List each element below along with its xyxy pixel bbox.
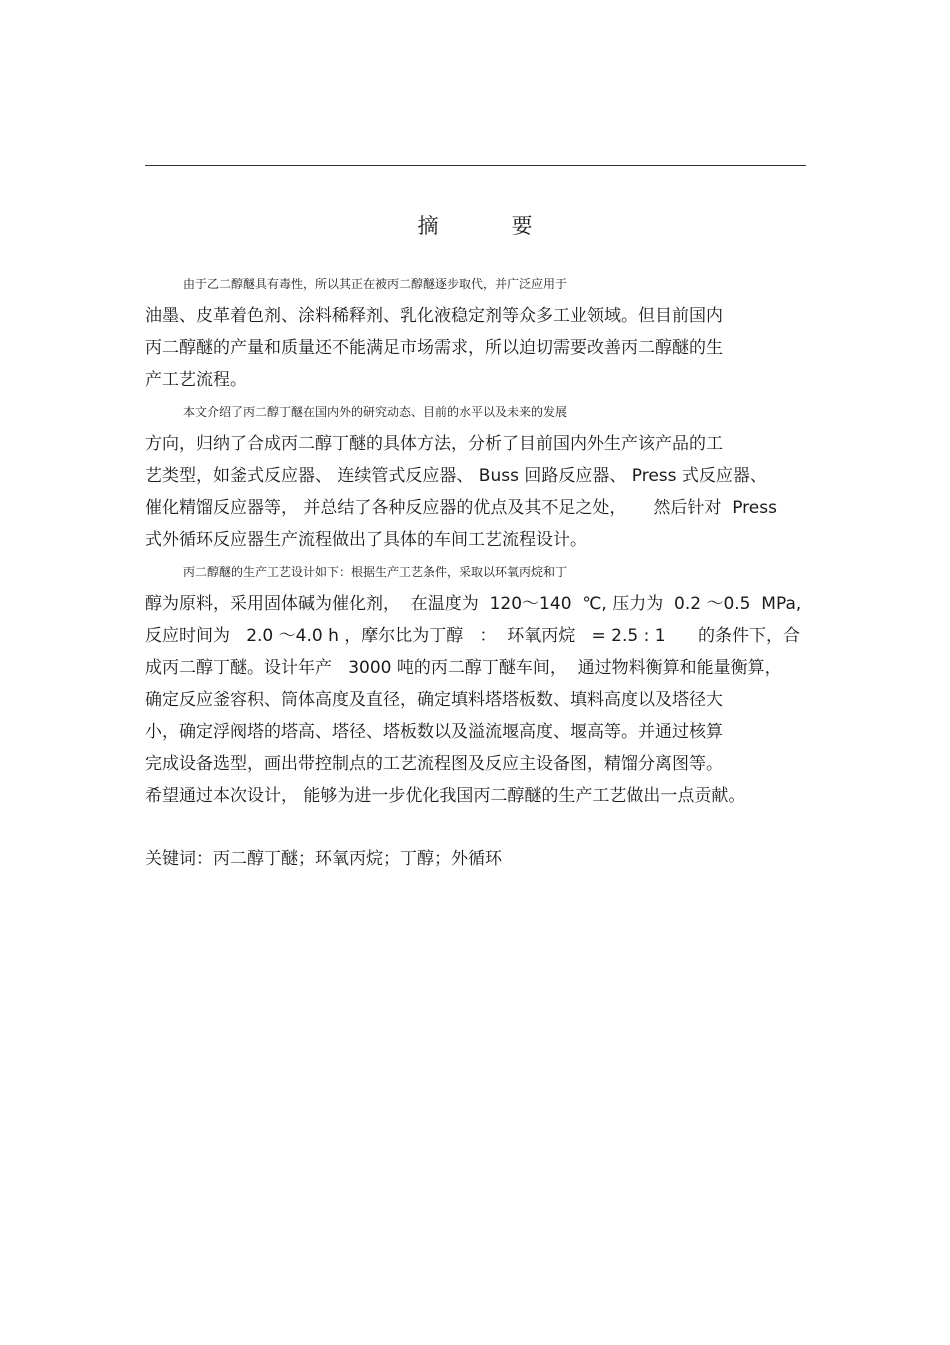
abstract-title: 摘 要 — [417, 214, 559, 238]
text-line: 产工艺流程。 — [145, 370, 247, 390]
text-line: 完成设备选型，画出带控制点的工艺流程图及反应主设备图，精馏分离图等。 — [145, 754, 723, 774]
text-line: 式外循环反应器生产流程做出了具体的车间工艺流程设计。 — [145, 530, 587, 550]
keywords-line: 关键词：丙二醇丁醚；环氧丙烷；丁醇；外循环 — [145, 849, 502, 869]
text-line: 反应时间为 2.0 ～4.0 h ，摩尔比为丁醇 ： 环氧丙烷 = 2.5 : 1 的条件下，合 — [145, 626, 800, 646]
text-line: 醇为原料，采用固体碱为催化剂， 在温度为 120～140 ℃, 压力为 0.2 ～0.5 MPa, — [145, 594, 802, 614]
header-rule — [145, 165, 806, 166]
text-line: 催化精馏反应器等， 并总结了各种反应器的优点及其不足之处， 然后针对 Press — [145, 498, 777, 518]
paragraph-1 — [145, 268, 807, 396]
text-line: 本文介绍了丙二醇丁醚在国内外的研究动态、目前的水平以及未来的发展 — [183, 405, 568, 419]
paragraph-3 — [145, 556, 807, 812]
paragraph-2 — [145, 396, 807, 556]
text-line: 丙二醇醚的生产工艺设计如下：根据生产工艺条件，采取以环氧丙烷和丁 — [183, 565, 568, 579]
text-line: 丙二醇醚的产量和质量还不能满足市场需求，所以迫切需要改善丙二醇醚的生 — [145, 338, 723, 358]
text-line: 油墨、皮革着色剂、涂料稀释剂、乳化液稳定剂等众多工业领域。但目前国内 — [145, 306, 723, 326]
text-line: 由于乙二醇醚具有毒性，所以其正在被丙二醇醚逐步取代，并广泛应用于 — [183, 277, 568, 291]
text-line: 艺类型，如釜式反应器、 连续管式反应器、 Buss 回路反应器、 Press 式反应器、 — [145, 466, 767, 486]
text-line: 希望通过本次设计， 能够为进一步优化我国丙二醇醚的生产工艺做出一点贡献。 — [145, 786, 746, 806]
abstract-body — [145, 268, 807, 812]
text-line: 成丙二醇丁醚。设计年产 3000 吨的丙二醇丁醚车间， 通过物料衡算和能量衡算， — [145, 658, 782, 678]
text-line: 小，确定浮阀塔的塔高、塔径、塔板数以及溢流堰高度、堰高等。并通过核算 — [145, 722, 723, 742]
text-line: 确定反应釜容积、筒体高度及直径，确定填料塔塔板数、填料高度以及塔径大 — [145, 690, 723, 710]
text-line: 方向，归纳了合成丙二醇丁醚的具体方法，分析了目前国内外生产该产品的工 — [145, 434, 723, 454]
